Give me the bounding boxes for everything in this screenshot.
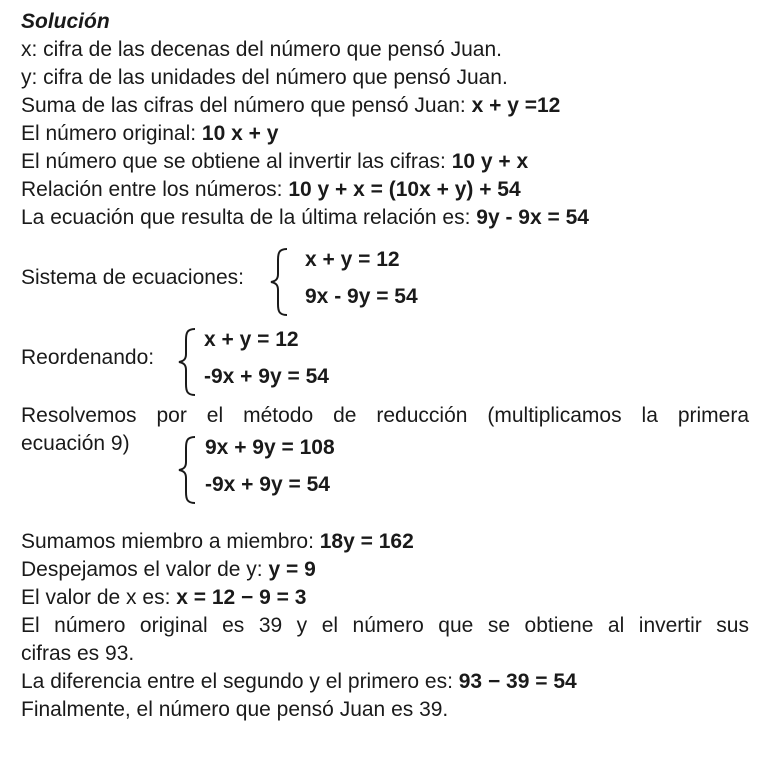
line-text: Suma de las cifras del número que pensó Juan: xyxy=(21,94,472,117)
equation-1: x + y = 12 xyxy=(305,248,400,271)
reduction-method xyxy=(21,402,749,528)
equation-2: 9x - 9y = 54 xyxy=(305,285,418,308)
left-brace-icon xyxy=(175,434,199,506)
number-relation xyxy=(21,176,749,204)
conclusion-text-continued: cifras es 93. xyxy=(21,642,135,665)
reduction-text: Resolvemos por el método de reducción (multiplicamos la primera xyxy=(21,404,749,427)
reordered-system xyxy=(21,314,749,394)
line-math: x + y =12 xyxy=(471,94,561,117)
line-math: 93 − 39 = 54 xyxy=(458,670,577,693)
solution-title: Solución xyxy=(21,10,110,33)
solve-x xyxy=(21,584,749,612)
equation-1: 9x + 9y = 108 xyxy=(205,436,335,459)
conclusion-text: El número original es 39 y el número que se obtiene al invertir sus xyxy=(21,614,749,637)
equation-2: -9x + 9y = 54 xyxy=(204,365,329,388)
sum-of-digits xyxy=(21,92,749,120)
line-text: Relación entre los números: xyxy=(21,178,289,201)
line-text: Despejamos el valor de y: xyxy=(21,558,269,581)
solution-document xyxy=(21,8,749,724)
original-number xyxy=(21,120,749,148)
line-math: x = 12 − 9 = 3 xyxy=(176,586,307,609)
line-text: La diferencia entre el segundo y el primero es: xyxy=(21,670,459,693)
line-text: x: cifra de las decenas del número que pensó Juan. xyxy=(21,38,502,61)
system-label: Reordenando: xyxy=(21,346,155,369)
line-text: El número que se obtiene al invertir las cifras: xyxy=(21,150,452,173)
line-text: y: cifra de las unidades del número que pensó Juan. xyxy=(21,66,508,89)
equation-2: -9x + 9y = 54 xyxy=(205,473,330,496)
line-text: Sumamos miembro a miembro: xyxy=(21,530,320,553)
solve-y xyxy=(21,556,749,584)
line-math: 9y - 9x = 54 xyxy=(476,206,589,229)
line-math: 10 x + y xyxy=(201,122,279,145)
inverted-number xyxy=(21,148,749,176)
line-math: 10 y + x = (10x + y) + 54 xyxy=(288,178,521,201)
left-brace-icon xyxy=(175,326,199,398)
line-math: 10 y + x xyxy=(451,150,529,173)
equation-1: x + y = 12 xyxy=(204,328,299,351)
system-of-equations xyxy=(21,232,749,314)
definition-x xyxy=(21,36,749,64)
sum-members xyxy=(21,528,749,556)
line-text: El número original: xyxy=(21,122,202,145)
system-label: Sistema de ecuaciones: xyxy=(21,266,244,289)
line-text: La ecuación que resulta de la última relación es: xyxy=(21,206,477,229)
left-brace-icon xyxy=(267,246,291,318)
resulting-equation xyxy=(21,204,749,232)
line-text: El valor de x es: xyxy=(21,586,177,609)
line-math: y = 9 xyxy=(268,558,316,581)
definition-y xyxy=(21,64,749,92)
difference-line xyxy=(21,668,749,696)
line-math: 18y = 162 xyxy=(319,530,414,553)
reduction-text-continued: ecuación 9) xyxy=(21,432,130,455)
final-answer: Finalmente, el número que pensó Juan es 39. xyxy=(21,698,449,721)
